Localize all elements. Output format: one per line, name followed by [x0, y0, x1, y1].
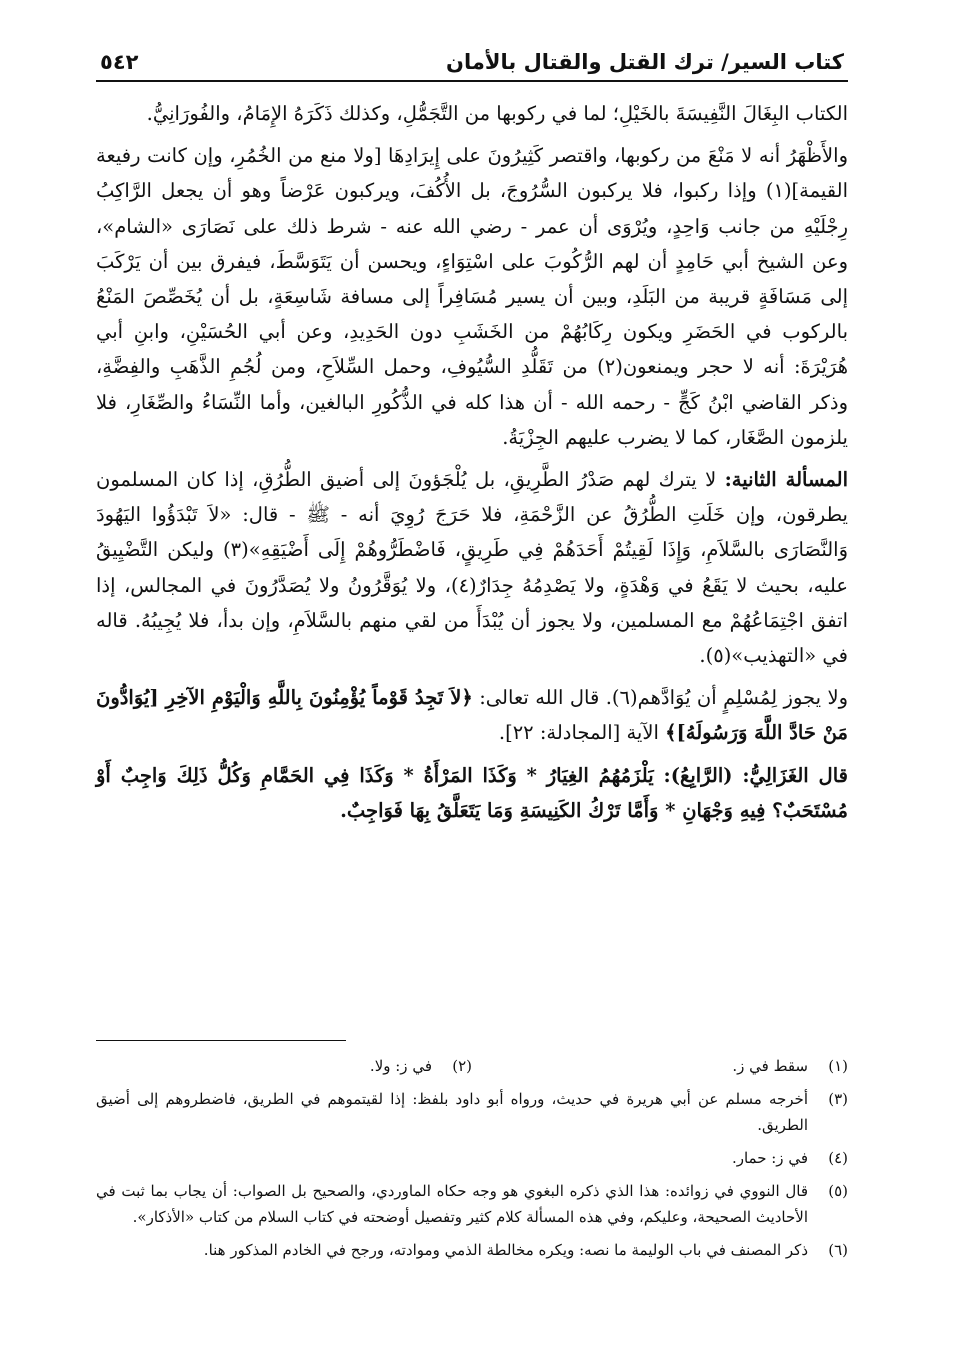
paragraph-3	[96, 462, 848, 673]
footnote-3	[96, 1086, 848, 1138]
footnote-row-1-2	[96, 1053, 848, 1079]
footnote-number: (٦)	[828, 1241, 848, 1259]
paragraph-4-intro: ولا يجوز لِمُسْلِمٍ أن يُوَادَّهم(٦). قال الله تعالى:	[479, 686, 848, 710]
page-number: ٥٤٢	[100, 50, 139, 74]
footnotes	[96, 1040, 848, 1270]
footnote-number: (٥)	[828, 1182, 848, 1200]
page	[96, 40, 849, 1259]
ghazali-lead: قال الغَزَالِيُّ: (الرَّابِعُ):	[663, 763, 848, 787]
footnote-text: ذكر المصنف في باب الوليمة ما نصه: ويكره مخالطة الذمي وموادته، ورجح في الخادم المذكور هنا.	[203, 1241, 808, 1259]
issue-heading: المسألة الثانية:	[724, 468, 849, 492]
footnote-6	[96, 1237, 848, 1263]
footnote-number: (١)	[828, 1057, 848, 1075]
footnote-text: في ز: ولا.	[369, 1057, 432, 1075]
paragraph-2: والأَظْهَرُ أنه لا مَنْعَ من ركوبها، واقتصر كَثِيرُونَ على إِيرَادِهَا [ولا منع من الخُمُرِ، وإن كانت رفيعة القيمة](١) وإذا ركبوا، فلا يركبون السُّرُوجَ، بل الأُكُفَ، ويركبون عَرْضاً وهو أن يجعل الرَّاكِبُ رِجْلَيْهِ من جانب وَاحِدٍ، ويُرْوَى أن عمر - رضي الله عنه - شرط ذلك على نَصَارَى «الشام»، وعن الشيخ أبي حَامِدٍ أن لهم الرُّكُوبَ على اسْتِوَاءٍ، ويحسن أن يَتَوَسَّطَ، فيفرق بين أن يَرْكَبَ إلى مَسَافَةٍ قريبة من البَلَدِ، وبين أن يسير مُسَافِراً إلى مسافة شَاسِعَةٍ، بل أن يُخَصِّصَ المَنْعُ بالركوب في الحَضَرِ ويكون رِكَابُهُمْ من الخَشَبِ دون الحَدِيدِ، وعن أبي الحُسَيْنِ، وابنِ أبي هُرَيْرَةَ: أنه لا حجر ويمنعون(٢) من تَقَلُّدِ السُّيُوفِ، وحمل السِّلاَحِ، ومن لُجُمِ الذَّهَبِ والفِضَّةِ، وذكر القاضي ابْنُ كَجٍّ - رحمه الله - أن هذا كله في الذُّكُورِ البالغين، وأما النِّسَاءُ والصِّغَارِ، فلا يلزمون الصَّغَار، كما لا يضرب عليهم الجِزْيَةُ.	[96, 144, 848, 449]
footnote-number: (٤)	[828, 1149, 848, 1167]
quran-verse: ﴿لاَ تَجِدُ قَوْماً يُؤْمِنُونَ بِاللَّهِ وَالْيَوْمِ الآخِرِ [يُوَادُّونَ مَنْ حَادَّ اللَّهَ وَرَسُولَهُ]﴾	[96, 686, 848, 745]
footnote-separator	[96, 1040, 346, 1041]
running-header	[96, 40, 848, 82]
footnote-text: أخرجه مسلم عن أبي هريرة في حديث، ورواه أبو داود بلفظ: إذا لقيتموهم في الطريق، فاضطروهم إلى أضيق الطريق.	[96, 1090, 808, 1134]
footnote-1	[472, 1053, 848, 1079]
footnote-4	[96, 1145, 848, 1171]
footnote-number: (٣)	[828, 1090, 848, 1108]
footnote-number: (٢)	[452, 1057, 472, 1075]
paragraph-5	[96, 758, 848, 828]
footnote-5	[96, 1178, 848, 1230]
footnote-text: قال النووي في زوائده: هذا الذي ذكره البغوي هو وجه حكاه الماوردي، والصحيح بل الصواب: أن يجاب بما ثبت في الأحاديث الصحيحة، وعليكم، وفي هذه المسألة كلام كثير وتفصيل أوضحته في كتاب السلام من كتاب «الأذكار».	[96, 1182, 808, 1226]
footnote-2	[96, 1053, 472, 1079]
ghazali-text: يَلْزَمُهُمُ الغِيَارُ * وَكَذَا المَرْأَةُ * وَكَذَا فِي الحَمَّامِ وَكُلُّ ذَلِكَ وَاجِبٌ أَوْ مُسْتَحَبٌ؟ فِيهِ وَجْهَانِ * وَأَمَّا تَرْكُ الكَنِيسَةِ وَمَا يَتَعَلَّقُ بِهَا فَوَاجِبٌ.	[96, 763, 848, 822]
verse-reference: الآية [المجادلة: ٢٢].	[498, 721, 659, 745]
footnote-text: سقط في ز.	[732, 1057, 808, 1075]
footnote-text: في ز: حمار.	[731, 1149, 808, 1167]
paragraph-4	[96, 680, 848, 750]
paragraph-1: الكتاب البِغَالَ النَّفِيسَةَ بالخَيْلِ؛ لما في ركوبها من التَّجَمُّلِ، وكذلك ذَكَرَهُ الإِمَامُ، والفُورَانِيُّ.	[146, 102, 848, 125]
main-text	[96, 96, 848, 828]
header-title: كتاب السير/ ترك القتل والقتال بالأمان	[446, 50, 844, 74]
paragraph-3-text: لا يترك لهم صَدْرُ الطَّرِيقِ، بل يُلْجَؤونَ إلى أضيق الطُّرُقِ، إذا كان المسلمون يطرقون، وإن خَلَتِ الطُّرُقُ عن الزَّحْمَةِ، فلا حَرَجَ رُوِيَ أنه - ﷺ - قال: «لاَ تَبْدَؤُوا اليَهُودَ وَالنَّصَارَى بالسَّلاَمِ، وَإِذَا لَقِيتُمْ أَحَدَهُمْ فِي طَرِيقٍ، فَاضْطَرُّوهُمْ إِلَى أَضْيَقِهِ»(٣) وليكن التَّضْيِيقُ عليه، بحيث لا يَقَعُ في وَهْدَةٍ، ولا يَصْدِمُهُ جِدَارٌ(٤)، ولا يُوَقَّرُونُ ولا يُصَدَّرُونَ في المجالس، إذا اتفق اجْتِمَاعُهُمْ مع المسلمين، ولا يجوز أن يُبْدَأَ من لقي منهم بالسَّلاَمِ، وإن بدأ، فلا يُجِيبُهُ. قاله في «التهذيب»(٥).	[96, 468, 849, 668]
